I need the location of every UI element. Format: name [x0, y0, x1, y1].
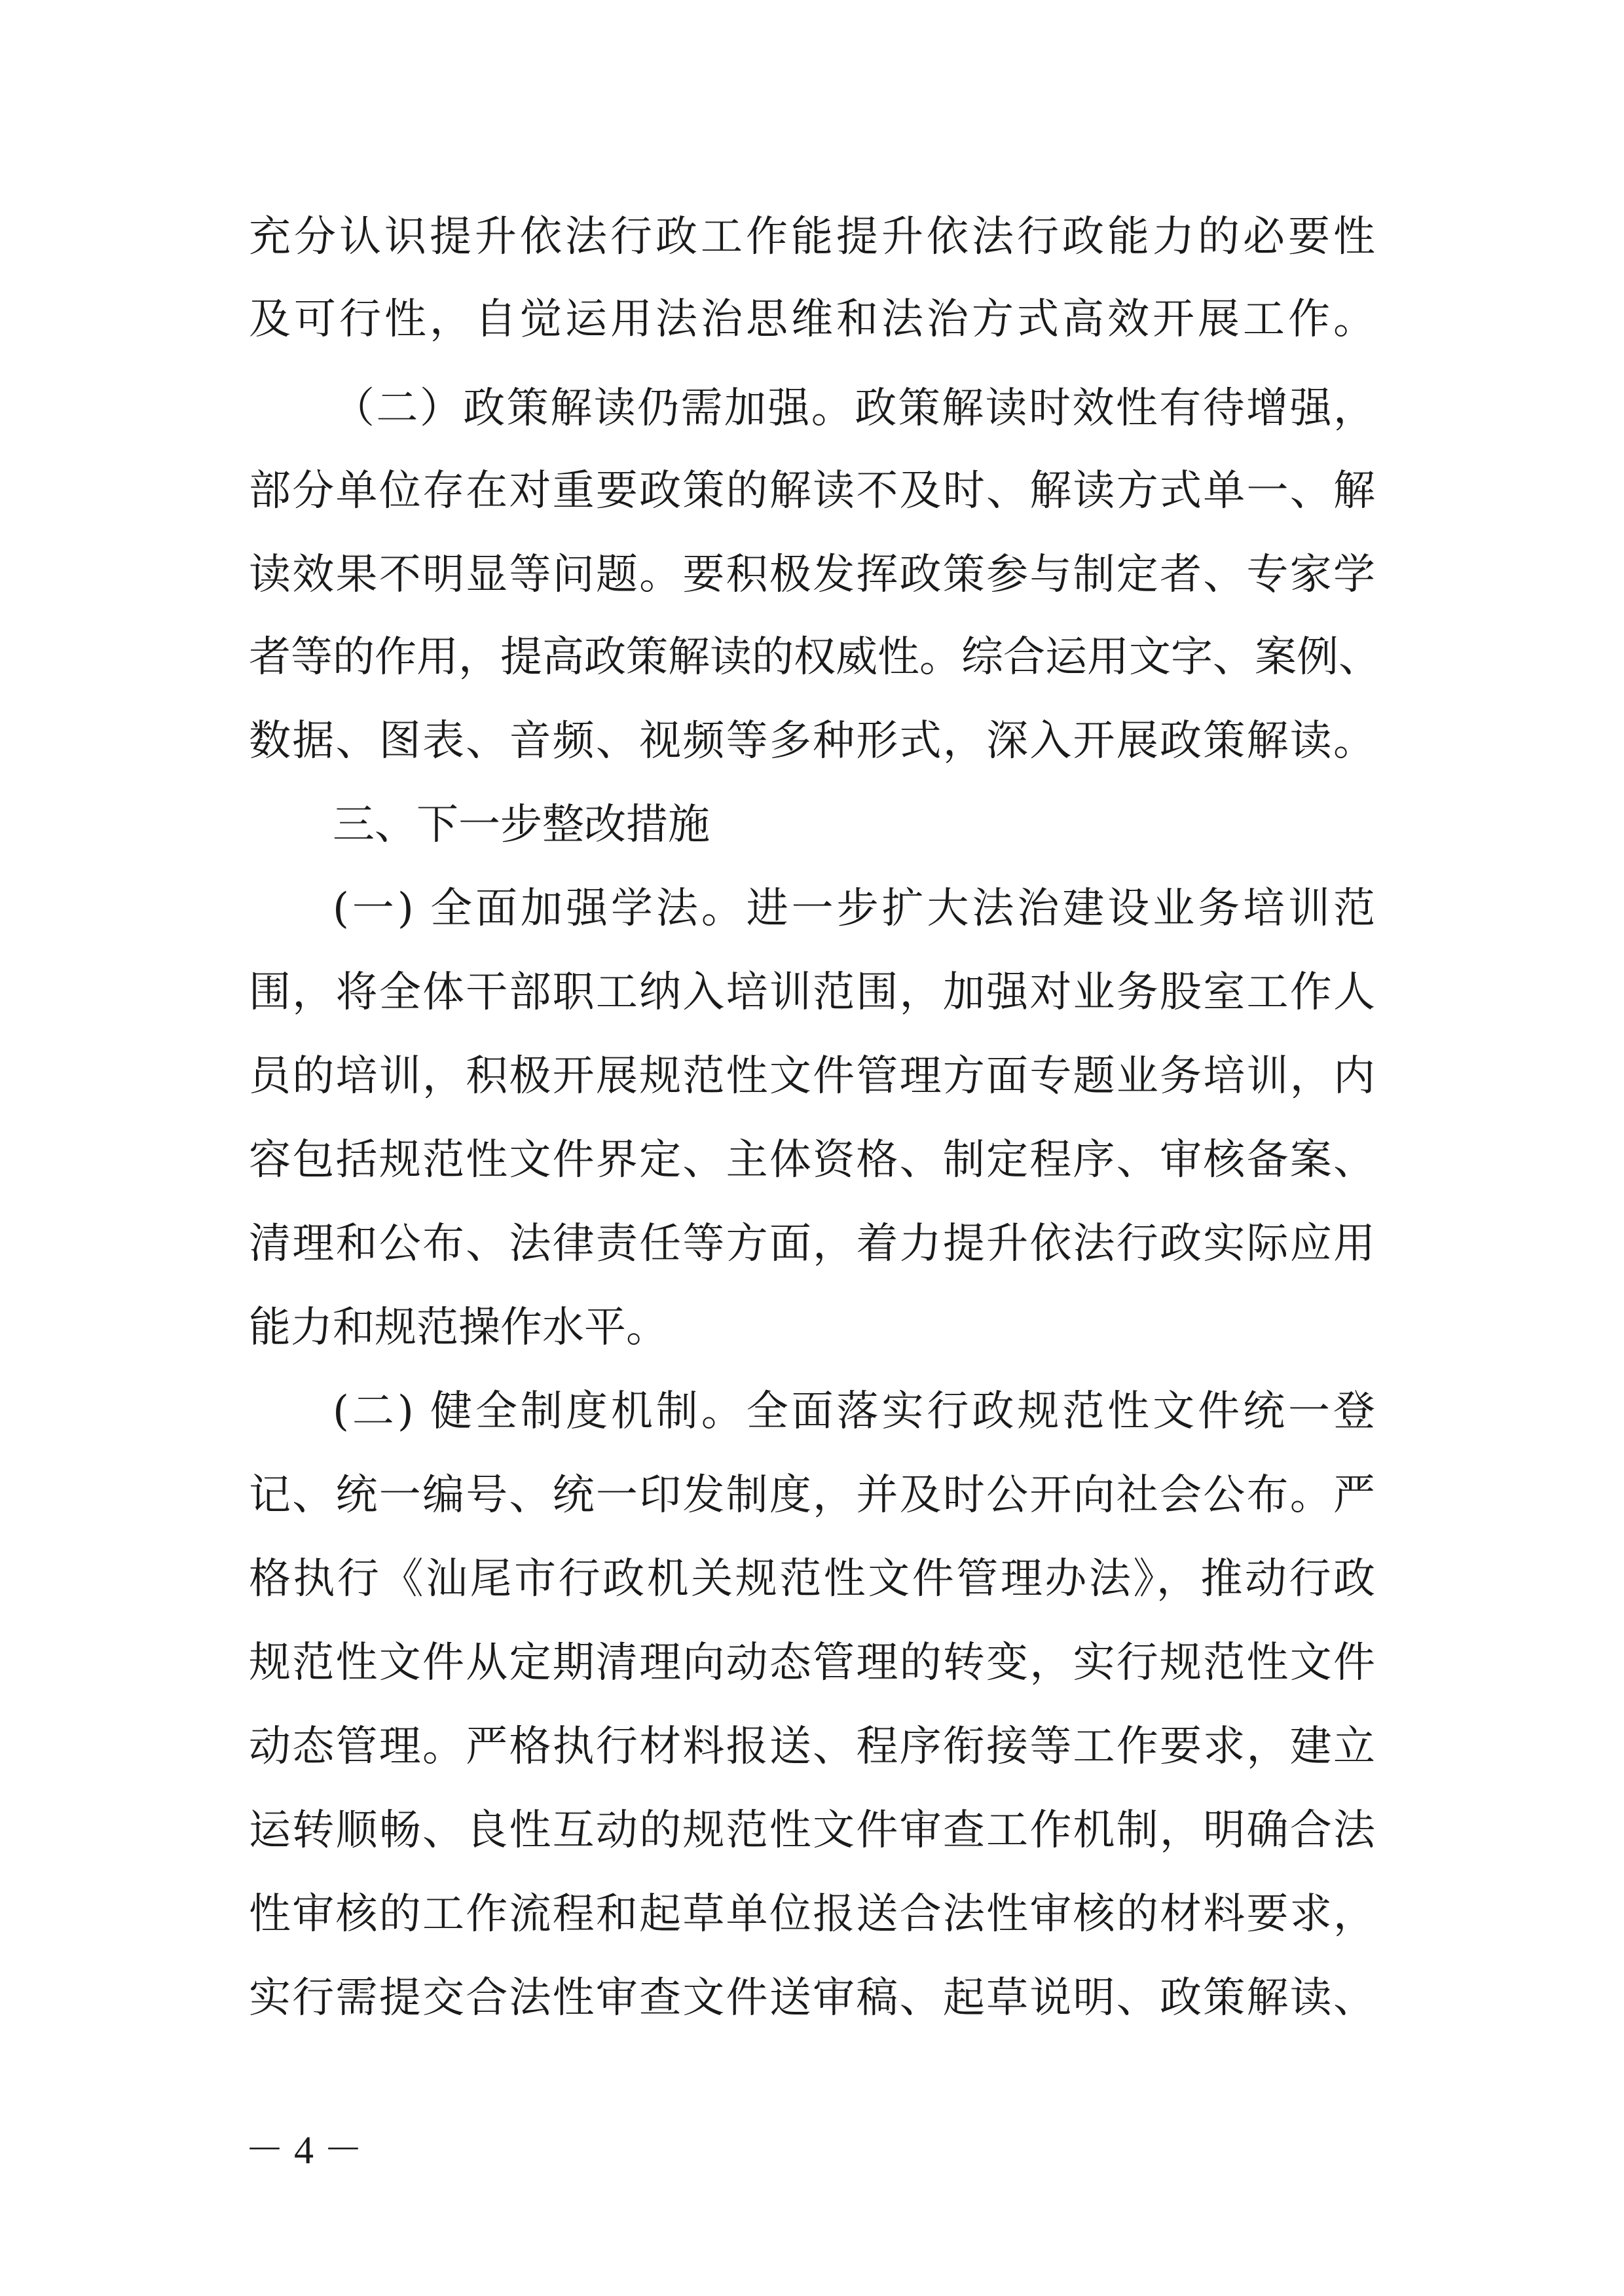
body-text-line: 部分单位存在对重要政策的解读不及时、解读方式单一、解: [249, 467, 1375, 515]
body-text-line: 运转顺畅、良性互动的规范性文件审查工作机制，明确合法: [249, 1806, 1375, 1855]
body-text-line: 清理和公布、法律责任等方面，着力提升依法行政实际应用: [249, 1220, 1375, 1268]
section-heading: 三、下一步整改措施: [333, 801, 710, 849]
body-text-line: （二）政策解读仍需加强。政策解读时效性有待增强，: [333, 384, 1375, 433]
body-text-line: 记、统一编号、统一印发制度，并及时公开向社会公布。严: [249, 1471, 1375, 1520]
body-text-line: 数据、图表、音频、视频等多种形式，深入开展政策解读。: [249, 717, 1375, 765]
body-text-line: 充分认识提升依法行政工作能提升依法行政能力的必要性: [249, 213, 1375, 261]
body-text-line: 读效果不明显等问题。要积极发挥政策参与制定者、专家学: [249, 551, 1375, 599]
body-text-line: 规范性文件从定期清理向动态管理的转变，实行规范性文件: [249, 1639, 1375, 1687]
body-text-line: 围，将全体干部职工纳入培训范围，加强对业务股室工作人: [249, 968, 1375, 1017]
body-text-line: (二) 健全制度机制。全面落实行政规范性文件统一登: [333, 1387, 1375, 1436]
body-text-line: 格执行《汕尾市行政机关规范性文件管理办法》，推动行政: [249, 1555, 1375, 1603]
page-number: － 4 －: [245, 2128, 363, 2172]
body-text-line: (一) 全面加强学法。进一步扩大法治建设业务培训范: [333, 884, 1375, 933]
body-text-line: 及可行性，自觉运用法治思维和法治方式高效开展工作。: [249, 295, 1375, 344]
body-text-line: 容包括规范性文件界定、主体资格、制定程序、审核备案、: [249, 1136, 1375, 1184]
body-text-line: 性审核的工作流程和起草单位报送合法性审核的材料要求，: [249, 1890, 1375, 1939]
body-text-line: 者等的作用，提高政策解读的权威性。综合运用文字、案例、: [249, 633, 1380, 682]
body-text-line: 动态管理。严格执行材料报送、程序衔接等工作要求，建立: [249, 1722, 1375, 1771]
body-text-line: 能力和规范操作水平。: [249, 1303, 668, 1352]
body-text-line: 员的培训，积极开展规范性文件管理方面专题业务培训，内: [249, 1052, 1375, 1101]
body-text-line: 实行需提交合法性审查文件送审稿、起草说明、政策解读、: [249, 1974, 1375, 2022]
